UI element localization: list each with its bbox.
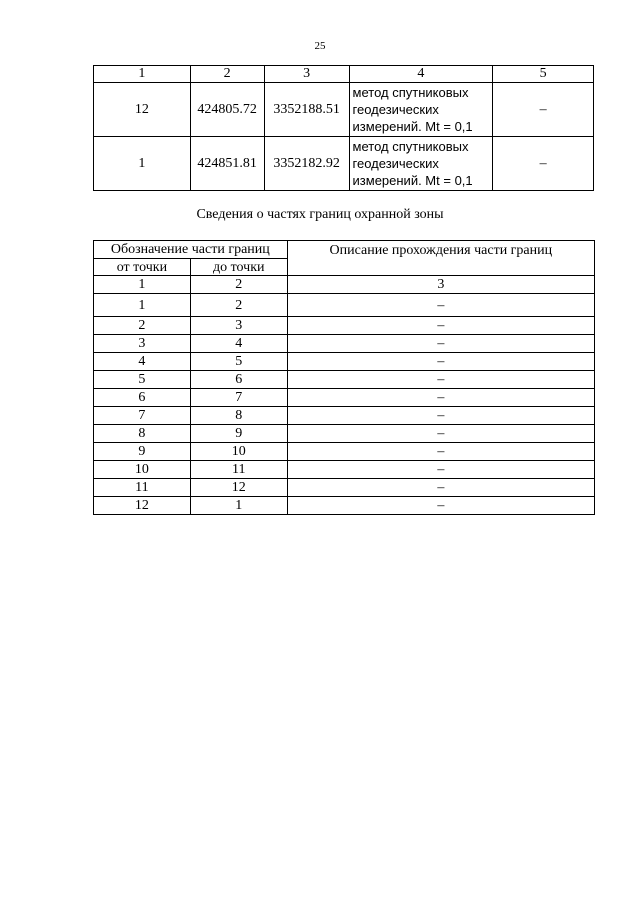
from-point: 2 [94,317,191,335]
from-point: 8 [94,425,191,443]
coordinates-table [93,65,594,191]
to-point: 5 [190,353,287,371]
parts-header-row [94,241,595,259]
to-point: 7 [190,389,287,407]
method-line: метод спутниковых [352,85,469,100]
from-point: 12 [94,497,191,515]
part-description: – [287,335,594,353]
to-point: 11 [190,461,287,479]
column-5-value: – [493,83,594,137]
point-number: 1 [94,137,191,191]
table-row [94,353,595,371]
from-point: 1 [94,294,191,317]
table-row [94,83,594,137]
to-point: 9 [190,425,287,443]
header-cell: 5 [493,66,594,83]
to-point: 2 [190,294,287,317]
column-number: 1 [94,276,191,294]
part-description: – [287,294,594,317]
table-row [94,443,595,461]
description-header: Описание прохождения части границ [287,241,594,276]
column-number: 3 [287,276,594,294]
table-row [94,335,595,353]
border-parts-table [93,240,595,515]
table-row [94,479,595,497]
to-point: 3 [190,317,287,335]
designation-header: Обозначение части границ [94,241,288,259]
to-point: 10 [190,443,287,461]
method-line: геодезических [352,156,439,171]
to-point: 8 [190,407,287,425]
part-description: – [287,371,594,389]
part-description: – [287,461,594,479]
table-row [94,137,594,191]
table-row [94,461,595,479]
point-number: 12 [94,83,191,137]
method-line: метод спутниковых [352,139,469,154]
table-row [94,294,595,317]
part-description: – [287,353,594,371]
to-point-header: до точки [190,259,287,276]
from-point: 5 [94,371,191,389]
column-5-value: – [493,137,594,191]
from-point: 6 [94,389,191,407]
from-point: 9 [94,443,191,461]
part-description: – [287,479,594,497]
table-row [94,371,595,389]
y-coordinate: 3352182.92 [264,137,349,191]
table-row [94,425,595,443]
to-point: 1 [190,497,287,515]
y-coordinate: 3352188.51 [264,83,349,137]
part-description: – [287,407,594,425]
from-point-header: от точки [94,259,191,276]
method-line: измерений. Mt = 0,1 [352,173,473,188]
from-point: 3 [94,335,191,353]
from-point: 4 [94,353,191,371]
part-description: – [287,425,594,443]
part-description: – [287,497,594,515]
part-description: – [287,389,594,407]
method-description [349,137,493,191]
page-number: 25 [314,40,326,52]
to-point: 4 [190,335,287,353]
from-point: 10 [94,461,191,479]
to-point: 12 [190,479,287,497]
method-line: измерений. Mt = 0,1 [352,119,473,134]
table-row [94,389,595,407]
from-point: 7 [94,407,191,425]
part-description: – [287,443,594,461]
x-coordinate: 424851.81 [190,137,264,191]
from-point: 11 [94,479,191,497]
to-point: 6 [190,371,287,389]
header-cell: 1 [94,66,191,83]
column-number-row [94,276,595,294]
x-coordinate: 424805.72 [190,83,264,137]
coordinates-header-row [94,66,594,83]
table-row [94,317,595,335]
part-description: – [287,317,594,335]
method-line: геодезических [352,102,439,117]
method-description [349,83,493,137]
table-row [94,407,595,425]
header-cell: 4 [349,66,493,83]
section-title: Сведения о частях границ охранной зоны [196,207,444,222]
header-cell: 3 [264,66,349,83]
column-number: 2 [190,276,287,294]
header-cell: 2 [190,66,264,83]
table-row [94,497,595,515]
